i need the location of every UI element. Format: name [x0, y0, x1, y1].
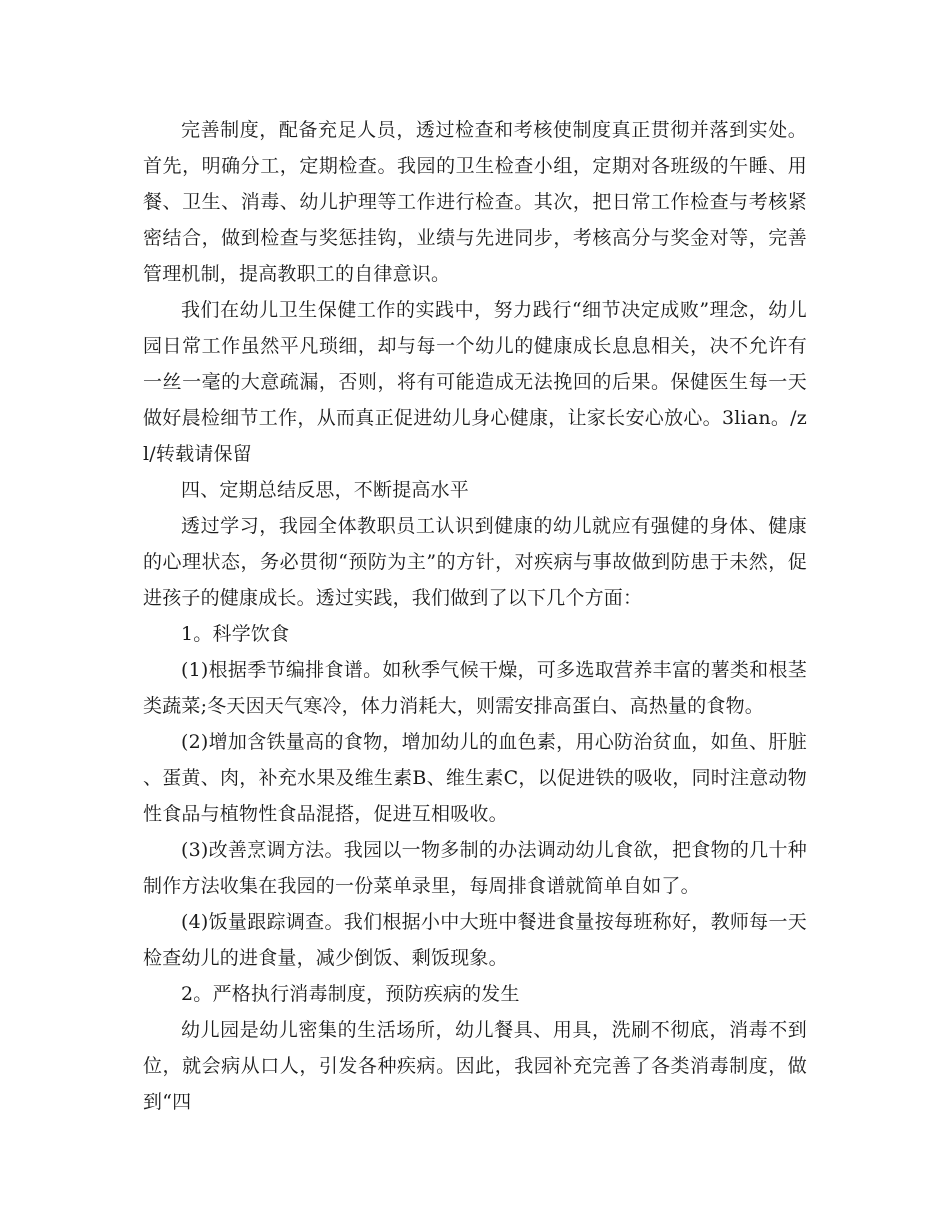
paragraph-detail-practice: 我们在幼儿卫生保健工作的实践中，努力践行“细节决定成败”理念，幼儿园日常工作虽然平凡琐细，却与每一个幼儿的健康成长息息相关，决不允许有一丝一毫的大意疏漏，否则，将有可能造成无法挽回的后果。保健医生每一天做好晨检细节工作，从而真正促进幼儿身心健康，让家长安心放心。3lian。/zl/转载请保留	[143, 299, 807, 465]
paragraph-disinfection: 幼儿园是幼儿密集的生活场所，幼儿餐具、用具，洗刷不彻底，消毒不到位，就会病从口人，引发各种疾病。因此，我园补充完善了各类消毒制度，做到“四	[143, 1019, 807, 1113]
document-body	[143, 112, 807, 1120]
subheading-scientific-diet: 1。科学饮食	[181, 623, 290, 645]
list-item-iron-food: (2)增加含铁量高的食物，增加幼儿的血色素，用心防治贫血，如鱼、肝脏、蛋黄、肉，补充水果及维生素B、维生素C，以促进铁的吸收，同时注意动物性食品与植物性食品混搭，促进互相吸收。	[143, 731, 807, 825]
subheading-disinfection: 2。严格执行消毒制度，预防疾病的发生	[181, 983, 520, 1005]
paragraph-management-system: 完善制度，配备充足人员，透过检查和考核使制度真正贯彻并落到实处。首先，明确分工，定期检查。我园的卫生检查小组，定期对各班级的午睡、用餐、卫生、消毒、幼儿护理等工作进行检查。其次，把日常工作检查与考核紧密结合，做到检查与奖惩挂钩，业绩与先进同步，考核高分与奖金对等，完善管理机制，提高教职工的自律意识。	[143, 119, 807, 285]
list-item-seasonal-menu: (1)根据季节编排食谱。如秋季气候干燥，可多选取营养丰富的薯类和根茎类蔬菜;冬天因天气寒冷，体力消耗大，则需安排高蛋白、高热量的食物。	[143, 659, 807, 717]
section-heading-four: 四、定期总结反思，不断提高水平	[181, 479, 470, 501]
paragraph-learning: 透过学习，我园全体教职员工认识到健康的幼儿就应有强健的身体、健康的心理状态，务必贯彻“预防为主”的方针，对疾病与事故做到防患于未然，促进孩子的健康成长。透过实践，我们做到了以下几个方面：	[143, 515, 807, 609]
list-item-cooking-method: (3)改善烹调方法。我园以一物多制的办法调动幼儿食欲，把食物的几十种制作方法收集在我园的一份菜单录里，每周排食谱就简单自如了。	[143, 839, 807, 897]
list-item-meal-tracking: (4)饭量跟踪调查。我们根据小中大班中餐进食量按每班称好，教师每一天检查幼儿的进食量，减少倒饭、剩饭现象。	[143, 911, 807, 969]
